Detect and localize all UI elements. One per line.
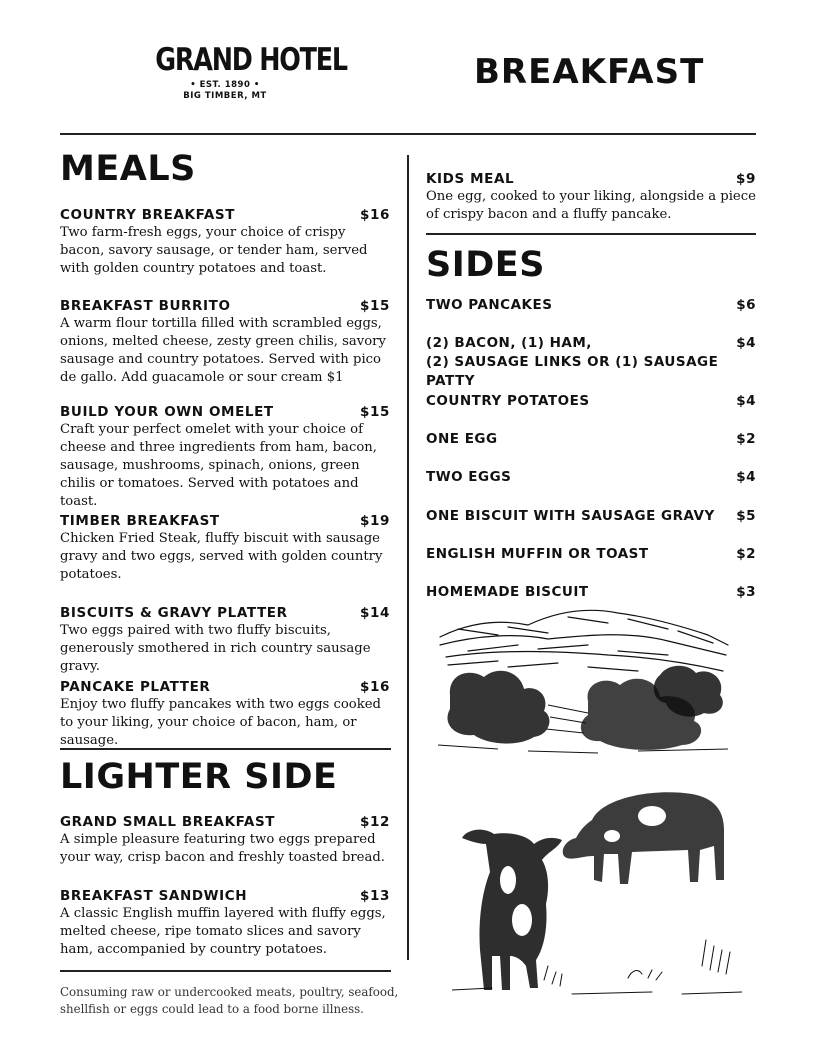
kids-divider bbox=[426, 233, 756, 235]
side-item bbox=[426, 468, 756, 487]
menu-item bbox=[60, 887, 390, 959]
menu-item-kids bbox=[426, 170, 756, 224]
meals-section-title: MEALS bbox=[60, 149, 196, 189]
item-name: KIDS MEAL bbox=[426, 171, 515, 187]
menu-item bbox=[60, 813, 390, 867]
side-name: ENGLISH MUFFIN OR TOAST bbox=[426, 546, 649, 562]
side-name: COUNTRY POTATOES bbox=[426, 393, 590, 409]
menu-item bbox=[60, 206, 390, 278]
side-name: (2) SAUSAGE LINKS OR (1) SAUSAGE PATTY bbox=[426, 354, 719, 389]
sides-section-title: SIDES bbox=[426, 245, 545, 285]
item-description: A simple pleasure featuring two eggs prepared your way, crisp bacon and freshly toasted bread. bbox=[60, 832, 385, 865]
item-name: GRAND SMALL BREAKFAST bbox=[60, 814, 276, 830]
lighter-divider bbox=[60, 970, 391, 972]
side-item bbox=[426, 583, 756, 602]
item-name: BREAKFAST SANDWICH bbox=[60, 888, 248, 904]
side-name: (2) BACON, (1) HAM, bbox=[426, 335, 592, 351]
menu-item bbox=[60, 678, 390, 750]
side-item bbox=[426, 353, 756, 391]
item-description: A classic English muffin layered with fluffy eggs, melted cheese, ripe tomato slices and savory ham, accompanied by country potatoes. bbox=[60, 906, 386, 957]
item-description: A warm flour tortilla filled with scrambled eggs, onions, melted cheese, zesty green chilis, savory sausage and country potatoes. Served with pico de gallo. Add guacamole or sour cream $1 bbox=[60, 316, 386, 385]
item-name: TIMBER BREAKFAST bbox=[60, 513, 220, 529]
item-name: BREAKFAST BURRITO bbox=[60, 298, 231, 314]
side-name: TWO PANCAKES bbox=[426, 297, 553, 313]
side-price: $5 bbox=[736, 508, 756, 524]
side-item bbox=[426, 430, 756, 449]
column-divider bbox=[407, 155, 409, 960]
side-price: $6 bbox=[736, 297, 756, 313]
page-title: BREAKFAST bbox=[474, 52, 705, 92]
meals-divider bbox=[60, 748, 391, 750]
item-name: PANCAKE PLATTER bbox=[60, 679, 211, 695]
side-price: $4 bbox=[736, 393, 756, 409]
side-price: $4 bbox=[736, 335, 756, 351]
item-price: $9 bbox=[736, 171, 756, 187]
item-price: $16 bbox=[360, 679, 390, 695]
side-item bbox=[426, 334, 756, 353]
hotel-logo bbox=[140, 42, 347, 101]
logo-location: BIG TIMBER, MT bbox=[183, 91, 267, 101]
item-description: Craft your perfect omelet with your choice of cheese and three ingredients from ham, bacon, sausage, mushrooms, spinach, onions, green chilis or tomatoes. Served with potatoes and toast. bbox=[60, 422, 377, 509]
header-divider bbox=[60, 133, 756, 135]
side-price: $4 bbox=[736, 469, 756, 485]
item-price: $16 bbox=[360, 207, 390, 223]
side-item bbox=[426, 296, 756, 315]
side-name: ONE BISCUIT WITH SAUSAGE GRAVY bbox=[426, 508, 715, 524]
landscape-illustration bbox=[438, 605, 730, 755]
logo-established: • EST. 1890 • bbox=[190, 80, 260, 90]
item-price: $15 bbox=[360, 298, 390, 314]
side-price: $2 bbox=[736, 431, 756, 447]
side-price: $3 bbox=[736, 584, 756, 600]
item-description: One egg, cooked to your liking, alongside a piece of crispy bacon and a fluffy pancake. bbox=[426, 189, 756, 222]
menu-item bbox=[60, 403, 390, 511]
item-price: $13 bbox=[360, 888, 390, 904]
menu-item bbox=[60, 604, 390, 676]
item-description: Chicken Fried Steak, fluffy biscuit with sausage gravy and two eggs, served with golden country potatoes. bbox=[60, 531, 383, 582]
item-name: BUILD YOUR OWN OMELET bbox=[60, 404, 274, 420]
item-price: $14 bbox=[360, 605, 390, 621]
side-name: TWO EGGS bbox=[426, 469, 512, 485]
item-price: $15 bbox=[360, 404, 390, 420]
item-description: Two eggs paired with two fluffy biscuits, generously smothered in rich country sausage gravy. bbox=[60, 623, 371, 674]
side-price: $2 bbox=[736, 546, 756, 562]
item-description: Enjoy two fluffy pancakes with two eggs cooked to your liking, your choice of bacon, ham, or sausage. bbox=[60, 697, 381, 748]
cows-illustration bbox=[452, 780, 742, 1000]
item-price: $19 bbox=[360, 513, 390, 529]
side-item bbox=[426, 392, 756, 411]
item-price: $12 bbox=[360, 814, 390, 830]
side-item bbox=[426, 507, 756, 526]
menu-item bbox=[60, 512, 390, 584]
lighter-section-title: LIGHTER SIDE bbox=[60, 757, 338, 797]
item-description: Two farm-fresh eggs, your choice of crispy bacon, savory sausage, or tender ham, served with golden country potatoes and toast. bbox=[60, 225, 368, 276]
side-name: ONE EGG bbox=[426, 431, 498, 447]
food-safety-note: Consuming raw or undercooked meats, poultry, seafood, shellfish or eggs could lead to a food borne illness. bbox=[60, 985, 399, 1016]
menu-item bbox=[60, 297, 390, 387]
side-item bbox=[426, 545, 756, 564]
side-name: HOMEMADE BISCUIT bbox=[426, 584, 589, 600]
item-name: COUNTRY BREAKFAST bbox=[60, 207, 236, 223]
item-name: BISCUITS & GRAVY PLATTER bbox=[60, 605, 288, 621]
logo-name: GRAND HOTEL bbox=[155, 42, 347, 78]
